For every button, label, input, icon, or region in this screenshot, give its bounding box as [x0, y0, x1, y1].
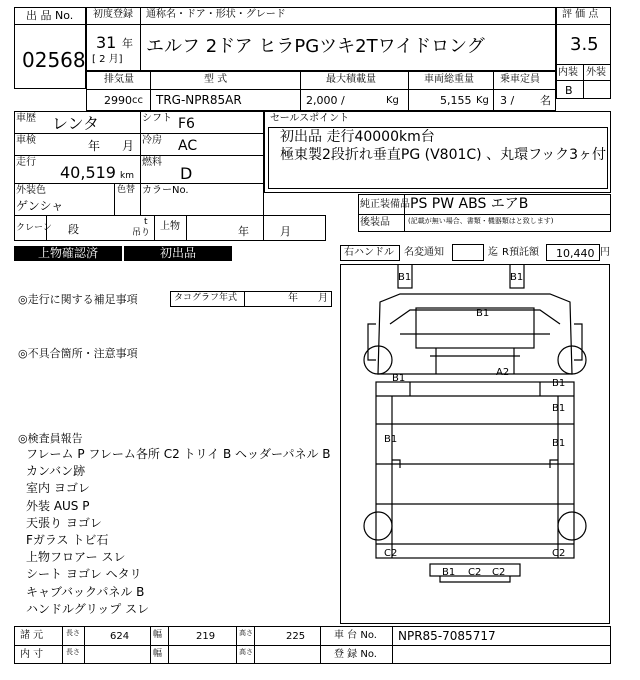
inspector-report-label: ◎検査員報告: [18, 432, 83, 445]
crane-hook: 吊り: [132, 228, 151, 238]
max-load-unit: Kg: [386, 95, 399, 106]
first-reg-label: 初度登録: [93, 9, 133, 20]
tachograph-label: タコグラフ年式: [174, 293, 238, 303]
damage-b1-right-side: B1: [552, 403, 566, 414]
until-label: 迄: [488, 247, 498, 258]
body-label: 上物: [160, 221, 180, 232]
model-label: 型 式: [204, 74, 228, 85]
damage-b1-right-wheel: B1: [552, 378, 566, 389]
displacement-unit: cc: [132, 95, 143, 106]
aftermarket-label: 後装品: [360, 217, 390, 228]
damage-a2: A2: [496, 367, 510, 378]
score-value: 3.5: [570, 34, 599, 55]
interior-grade: B: [565, 84, 573, 97]
inspector-report-line: カンバン跡: [26, 464, 86, 479]
inspector-report-line: 上物フロアー スレ: [26, 550, 126, 565]
width-value: 219: [196, 631, 216, 642]
car-name: エルフ 2ドア ヒラPGツキ2Tワイドロング: [146, 36, 485, 57]
standard-equipment-label: 純正装備品: [360, 199, 410, 210]
reg-year-unit: 年: [122, 37, 133, 50]
length-value: 624: [110, 631, 130, 642]
gross-weight-label: 車両総重量: [424, 74, 474, 85]
aftermarket-note: (記載が無い場合、書類・機器類はと致します): [408, 217, 554, 225]
inspector-report-line: 天張り ヨゴレ: [26, 515, 102, 530]
score-label: 評 価 点: [562, 9, 599, 20]
inspector-report-line: Fガラス トビ石: [26, 533, 109, 547]
displacement-label: 排気量: [104, 74, 134, 85]
fuel-value: D: [180, 164, 193, 183]
history-label: 車歴: [16, 113, 36, 124]
history-value: レンタ: [52, 114, 99, 133]
dimensions-label: 諸 元: [20, 630, 44, 641]
damage-b1-left-wheel: B1: [392, 373, 406, 384]
chassis-label: 車 台 No.: [334, 630, 377, 641]
damage-c2-left: C2: [384, 548, 398, 559]
damage-b1-front-left: B1: [398, 272, 412, 283]
shift-value: F6: [178, 116, 195, 132]
max-load-value: 2,000 /: [306, 94, 345, 107]
recycle-fee-label: R預託額: [502, 247, 539, 258]
inner-length-label: 長さ: [66, 648, 80, 656]
lot-number: 02568: [22, 48, 86, 72]
name-label: 通称名・ドア・形状・グレード: [146, 9, 286, 20]
body-checked-badge: 上物確認済: [14, 246, 122, 261]
inspector-report-line: フレーム P フレーム各所 C2 トリイ B ヘッダーパネル B: [26, 447, 331, 461]
lot-label: 出 品 No.: [26, 9, 74, 22]
exterior-label: 外装: [586, 67, 606, 78]
body-year: 年: [238, 225, 249, 238]
inspector-report-line: ハンドルグリップ スレ: [26, 601, 150, 616]
gross-weight-value: 5,155: [440, 94, 472, 107]
registration-label: 登 録 No.: [334, 649, 377, 660]
damage-b1-rear: B1: [442, 567, 456, 578]
crane-label: クレーン: [16, 223, 52, 233]
model-value: TRG-NPR85AR: [156, 93, 242, 107]
name-change-box: [452, 244, 484, 261]
max-load-label: 最大積載量: [326, 74, 376, 85]
damage-b1-left-side: B1: [384, 434, 398, 445]
yen-unit: 円: [600, 247, 610, 258]
first-listing-badge: 初出品: [124, 246, 232, 261]
damage-b1-front-right: B1: [510, 272, 524, 283]
height-label: 高さ: [239, 629, 253, 637]
ac-label: 冷房: [142, 135, 162, 146]
inspection-month: 月: [122, 139, 135, 153]
damage-labels: [384, 272, 565, 578]
inspector-report-line: 外装 AUS P: [26, 498, 90, 513]
height-value: 225: [286, 631, 306, 642]
inspector-report-line: キャブバックパネル B: [26, 584, 145, 599]
damage-b1-right-side-2: B1: [552, 438, 566, 449]
shift-label: シフト: [142, 113, 172, 124]
defects-label: ◎不具合箇所・注意事項: [18, 347, 138, 360]
inspection-label: 車検: [16, 135, 36, 146]
truck-outline: [364, 264, 586, 582]
interior-label: 内装: [558, 67, 578, 78]
length-label: 長さ: [66, 629, 80, 637]
damage-c2-right: C2: [552, 548, 566, 559]
reg-year: 31: [96, 33, 117, 52]
fuel-label: 燃料: [142, 157, 162, 168]
damage-c2-rear-1: C2: [468, 567, 482, 578]
sales-point-label: セールスポイント: [270, 113, 350, 124]
ac-value: AC: [178, 138, 198, 154]
chassis-number: NPR85-7085717: [398, 629, 496, 643]
standard-equipment: PS PW ABS エアB: [410, 196, 529, 212]
reg-month: [ 2 月]: [92, 54, 123, 65]
inspector-report-line: 室内 ヨゴレ: [26, 481, 90, 496]
color-value: ゲンシャ: [16, 199, 64, 213]
inner-height-label: 高さ: [239, 648, 253, 656]
tachograph-year: 年: [288, 293, 298, 304]
color-change-label: 色替: [117, 185, 136, 195]
inner-dimensions-label: 内 寸: [20, 649, 44, 660]
tachograph-month: 月: [318, 293, 328, 304]
crane-ton: t: [144, 217, 148, 227]
sales-point-line1: 初出品 走行40000km台: [280, 129, 435, 145]
capacity-value: 3 /: [500, 94, 515, 107]
inner-width-label: 幅: [153, 649, 163, 659]
capacity-label: 乗車定員: [500, 74, 540, 85]
width-label: 幅: [153, 630, 163, 640]
inspector-report-line: シート ヨゴレ ヘタリ: [26, 567, 142, 582]
truck-diagram: [340, 264, 610, 624]
right-hand-drive: 右ハンドル: [344, 247, 394, 258]
capacity-unit: 名: [540, 94, 551, 107]
name-change-label: 名変通知: [404, 247, 444, 258]
damage-c2-rear-2: C2: [492, 567, 506, 578]
mileage-value: 40,519: [60, 163, 116, 182]
color-label: 外装色: [16, 185, 46, 196]
driving-notes-label: ◎走行に関する補足事項: [18, 293, 138, 306]
sales-point-line2: 極東製2段折れ垂直PG (V801C) 、丸環フック3ヶ付: [280, 147, 607, 163]
mileage-label: 走行: [16, 157, 36, 168]
damage-b1-cab: B1: [476, 308, 490, 319]
inspection-year: 年: [88, 139, 101, 153]
mileage-unit: km: [120, 171, 134, 181]
body-month: 月: [280, 225, 291, 238]
displacement-value: 2990: [104, 94, 132, 107]
gross-weight-unit: Kg: [476, 95, 489, 106]
color-no-label: カラーNo.: [142, 185, 189, 196]
crane-stage: 段: [68, 223, 79, 236]
recycle-fee-value: 10,440: [556, 247, 595, 260]
